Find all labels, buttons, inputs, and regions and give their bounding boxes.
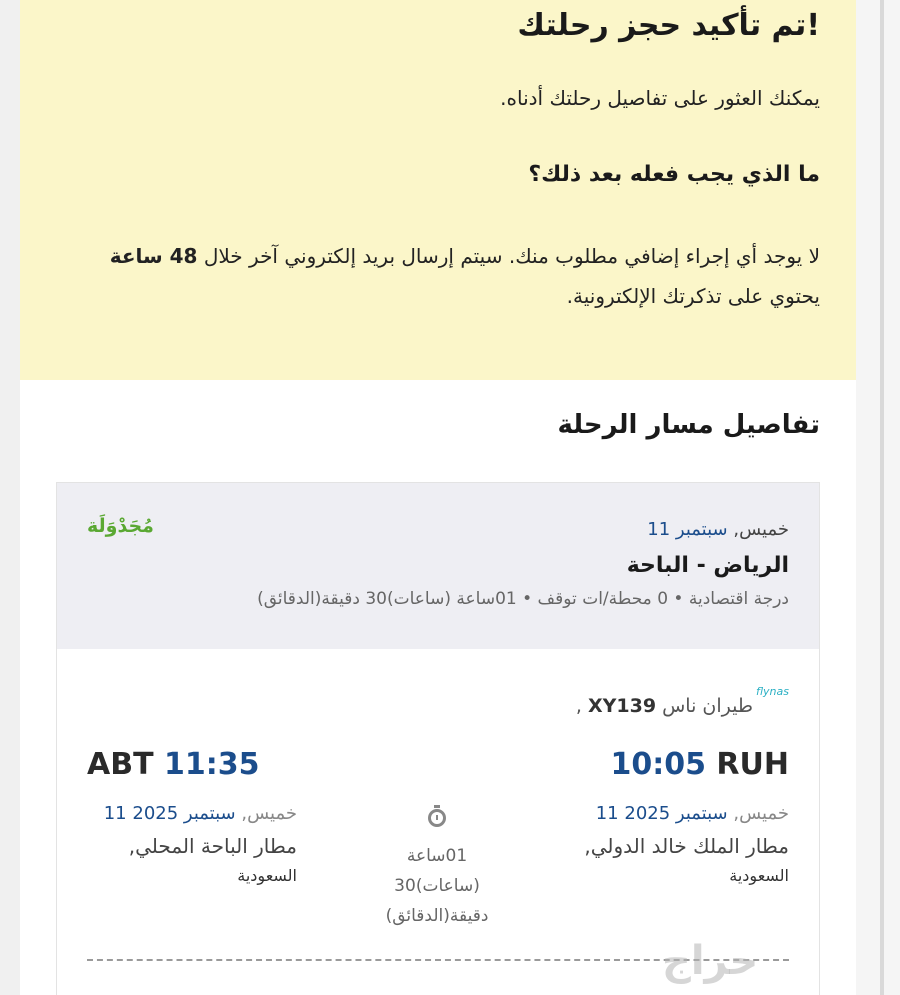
flight-route: الرياض - الباحة: [626, 553, 789, 578]
banner-body-hours: 48 ساعة: [109, 244, 198, 268]
airline-separator: ,: [575, 695, 582, 717]
arrival-country: السعودية: [237, 866, 297, 885]
departure-airport: مطار الملك خالد الدولي,: [584, 834, 789, 858]
arrival-code: ABT: [87, 747, 154, 782]
banner-body: [60, 236, 820, 316]
arrival-time-line: [87, 747, 260, 782]
departure-details: [584, 803, 789, 885]
arrival-day: خميس,: [241, 803, 297, 824]
arrival-date-value: سبتمبر 2025 11: [103, 803, 236, 824]
banner-subtitle: ما الذي يجب فعله بعد ذلك؟: [528, 162, 820, 187]
watermark-logo: حراج: [662, 938, 759, 984]
duration-hours: 01ساعة: [406, 846, 468, 866]
airline-logo: flynas: [755, 685, 789, 698]
right-margin: [856, 0, 900, 995]
email-page: [20, 0, 856, 995]
flight-card: [56, 482, 820, 995]
confirmation-banner: [20, 0, 856, 380]
arrival-airport: مطار الباحة المحلي,: [128, 834, 297, 858]
scroll-track: [880, 0, 884, 995]
arrival-time: 11:35: [164, 747, 260, 782]
flight-date-value: سبتمبر 11: [647, 519, 728, 540]
departure-time-line: [610, 747, 789, 782]
banner-intro: يمكنك العثور على تفاصيل رحلتك أدناه.: [500, 86, 820, 110]
arrival-date: [87, 803, 297, 824]
departure-time: 10:05: [610, 747, 706, 782]
banner-body-text-end: يحتوي على تذكرتك الإلكترونية.: [566, 284, 820, 308]
departure-date: [584, 803, 789, 824]
duration-minutes: (ساعات)30: [394, 876, 480, 896]
arrival-details: [87, 803, 297, 885]
flight-number: XY139: [587, 695, 657, 717]
departure-country: السعودية: [729, 866, 789, 885]
departure-date-value: سبتمبر 2025 11: [595, 803, 728, 824]
flight-duration: [377, 809, 497, 931]
departure-code: RUH: [716, 747, 789, 782]
status-badge: مُجَدْوَلَة: [87, 515, 154, 537]
stopwatch-icon: [428, 809, 446, 827]
section-title: تفاصيل مسار الرحلة: [557, 410, 820, 440]
banner-title: !تم تأكيد حجز رحلتك: [517, 8, 820, 43]
airline-line: [576, 695, 753, 717]
departure-day: خميس,: [733, 803, 789, 824]
flight-date: [647, 519, 789, 540]
duration-unit: دقيقة(الدقائق): [385, 906, 489, 926]
flight-card-header: [57, 483, 819, 649]
airline-name: طيران ناس: [662, 695, 753, 717]
banner-body-text: لا يوجد أي إجراء إضافي مطلوب منك. سيتم إرسال بريد إلكتروني آخر خلال: [197, 244, 820, 268]
flight-meta: درجة اقتصادية • 0 محطة/ات توقف • 01ساعة (ساعات)30 دقيقة(الدقائق): [257, 589, 789, 609]
flight-day: خميس,: [733, 519, 789, 540]
